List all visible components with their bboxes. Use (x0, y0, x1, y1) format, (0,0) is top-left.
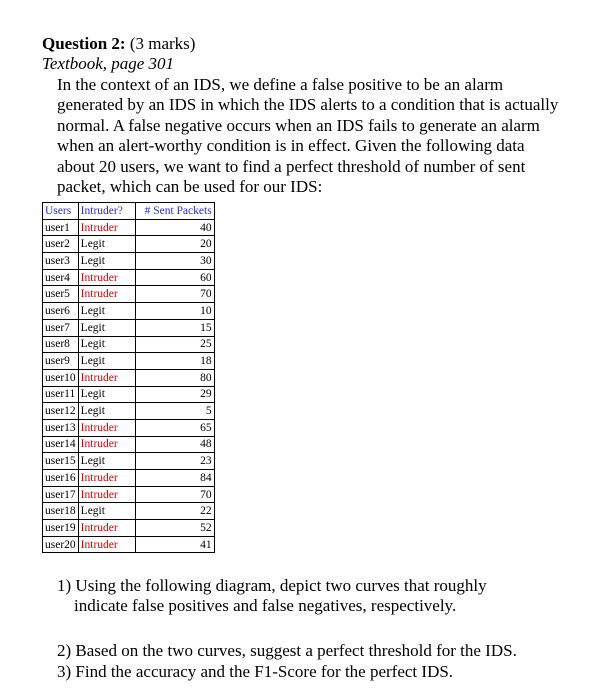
cell-status: Intruder (78, 286, 135, 303)
question-source: Textbook, page 301 (42, 54, 175, 73)
cell-status: Legit (78, 453, 135, 470)
cell-sent-packets: 60 (135, 269, 214, 286)
cell-sent-packets: 84 (135, 470, 214, 487)
cell-sent-packets: 20 (135, 236, 214, 253)
cell-sent-packets: 41 (135, 536, 214, 553)
cell-sent-packets: 23 (135, 453, 214, 470)
cell-status: Legit (78, 403, 135, 420)
table-body (43, 219, 215, 553)
cell-status: Legit (78, 503, 135, 520)
cell-user: user16 (43, 470, 79, 487)
table-row (43, 269, 215, 286)
cell-sent-packets: 52 (135, 520, 214, 537)
cell-user: user20 (43, 536, 79, 553)
cell-sent-packets: 30 (135, 253, 214, 270)
table-row (43, 253, 215, 270)
cell-status: Intruder (78, 536, 135, 553)
cell-sent-packets: 5 (135, 403, 214, 420)
cell-sent-packets: 40 (135, 219, 214, 236)
cell-sent-packets: 15 (135, 319, 214, 336)
table-row (43, 336, 215, 353)
question-item-2: 2) Based on the two curves, suggest a perfect threshold for the IDS. (57, 641, 517, 660)
cell-user: user1 (43, 219, 79, 236)
cell-user: user14 (43, 436, 79, 453)
table-row (43, 386, 215, 403)
cell-sent-packets: 65 (135, 419, 214, 436)
cell-user: user12 (43, 403, 79, 420)
question-item-1 (57, 576, 557, 617)
cell-user: user13 (43, 419, 79, 436)
table-row (43, 520, 215, 537)
cell-user: user4 (43, 269, 79, 286)
table-row (43, 486, 215, 503)
cell-user: user5 (43, 286, 79, 303)
table-row (43, 219, 215, 236)
table-row (43, 536, 215, 553)
header-users: Users (43, 203, 79, 220)
table-row (43, 236, 215, 253)
table-header-row (43, 203, 215, 220)
table-row (43, 436, 215, 453)
question-1-line-2: indicate false positives and false negatives, respectively. (74, 596, 457, 616)
question-label: Question 2: (42, 34, 126, 53)
cell-user: user19 (43, 520, 79, 537)
user-data-table (42, 202, 215, 553)
cell-user: user6 (43, 303, 79, 320)
cell-status: Legit (78, 303, 135, 320)
question-heading (42, 34, 195, 54)
cell-status: Intruder (78, 520, 135, 537)
cell-user: user18 (43, 503, 79, 520)
cell-user: user9 (43, 353, 79, 370)
cell-sent-packets: 29 (135, 386, 214, 403)
cell-status: Intruder (78, 486, 135, 503)
cell-status: Legit (78, 336, 135, 353)
cell-status: Legit (78, 236, 135, 253)
cell-user: user2 (43, 236, 79, 253)
cell-sent-packets: 70 (135, 286, 214, 303)
cell-user: user17 (43, 486, 79, 503)
cell-status: Legit (78, 353, 135, 370)
table-row (43, 286, 215, 303)
table-row (43, 369, 215, 386)
question-item-3: 3) Find the accuracy and the F1-Score for the perfect IDS. (57, 662, 454, 681)
cell-user: user7 (43, 319, 79, 336)
table-row (43, 470, 215, 487)
cell-sent-packets: 25 (135, 336, 214, 353)
cell-user: user11 (43, 386, 79, 403)
cell-status: Intruder (78, 269, 135, 286)
cell-status: Intruder (78, 470, 135, 487)
cell-user: user10 (43, 369, 79, 386)
question-intro: In the context of an IDS, we define a false positive to be an alarm generated by an IDS in which the IDS alerts to a condition that is actually normal. A false negative occurs when an IDS fails to generate an alarm when an alert-worthy condition is in effect. Given the following data about 20 users, we want to find a perfect threshold of number of sent packet, which can be used for our IDS: (57, 75, 559, 197)
table-row (43, 419, 215, 436)
header-sent-packets: # Sent Packets (135, 203, 214, 220)
cell-status: Intruder (78, 219, 135, 236)
table-row (43, 319, 215, 336)
cell-status: Intruder (78, 436, 135, 453)
question-1-line-1: 1) Using the following diagram, depict two curves that roughly (57, 576, 487, 595)
cell-sent-packets: 10 (135, 303, 214, 320)
cell-sent-packets: 48 (135, 436, 214, 453)
cell-status: Legit (78, 386, 135, 403)
table-row (43, 403, 215, 420)
cell-status: Legit (78, 253, 135, 270)
table-row (43, 503, 215, 520)
table-row (43, 303, 215, 320)
table-row (43, 353, 215, 370)
table-row (43, 453, 215, 470)
cell-sent-packets: 22 (135, 503, 214, 520)
question-marks: (3 marks) (125, 34, 196, 53)
cell-sent-packets: 18 (135, 353, 214, 370)
cell-status: Legit (78, 319, 135, 336)
cell-sent-packets: 80 (135, 369, 214, 386)
cell-status: Intruder (78, 419, 135, 436)
cell-user: user3 (43, 253, 79, 270)
cell-sent-packets: 70 (135, 486, 214, 503)
header-intruder: Intruder? (78, 203, 135, 220)
cell-user: user15 (43, 453, 79, 470)
cell-status: Intruder (78, 369, 135, 386)
cell-user: user8 (43, 336, 79, 353)
